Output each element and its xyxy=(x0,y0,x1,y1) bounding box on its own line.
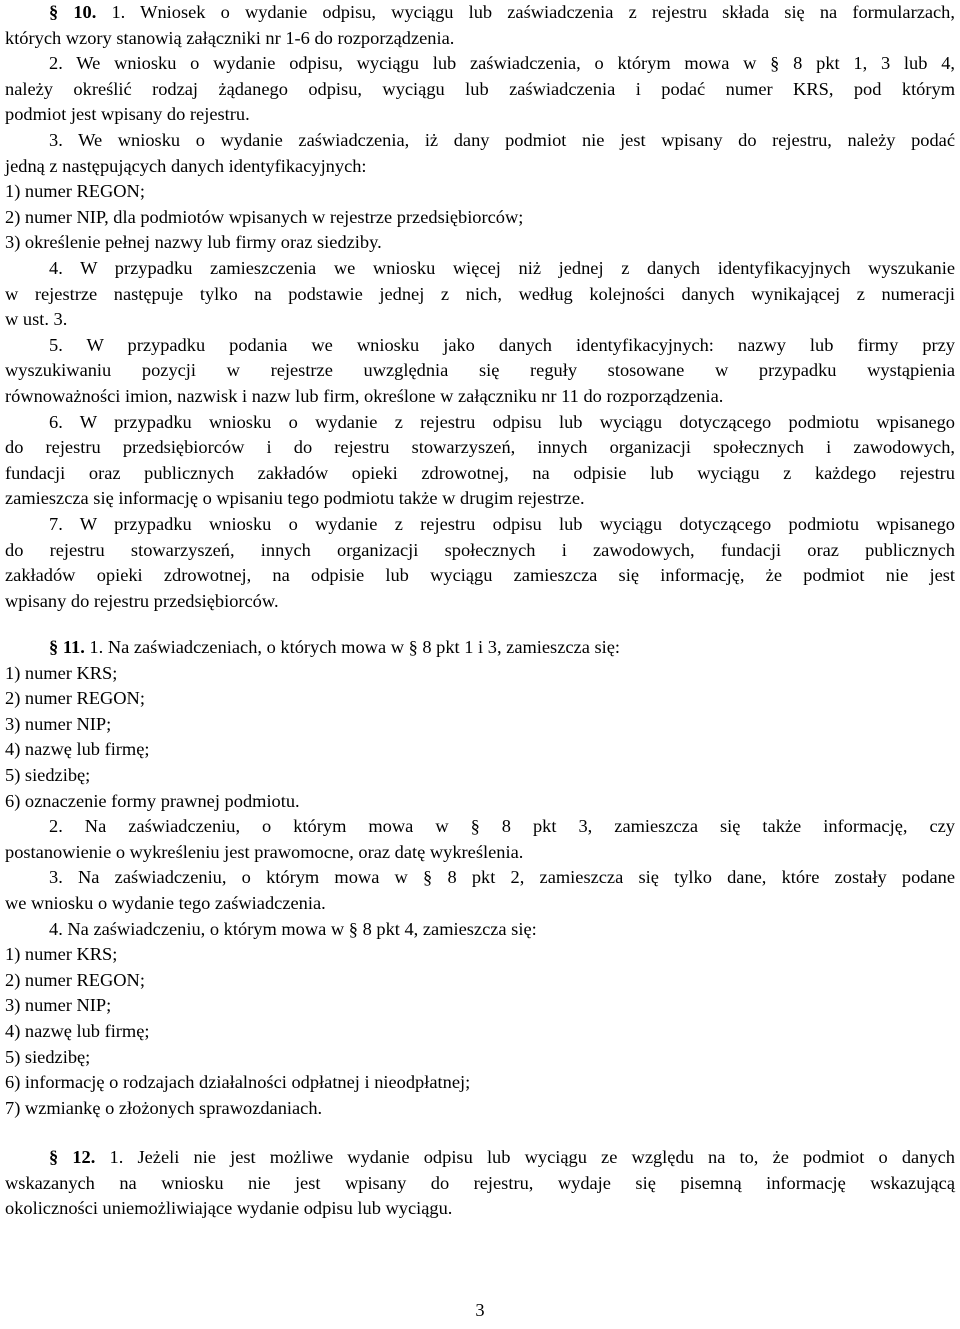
paragraph-text: równoważności imion, nazwisk i nazw lub firm, określone w załączniku nr 11 do rozporządzenia. xyxy=(5,386,724,406)
paragraph-text: zakładów opieki zdrowotnej, na odpisie lub wyciągu zamieszcza się informację, że podmiot nie jest xyxy=(5,565,955,586)
paragraph-label: 5. xyxy=(49,334,63,355)
list-item: 2) numer REGON; xyxy=(5,969,145,990)
list-item: 1) numer KRS; xyxy=(5,662,118,683)
list-item: 2) numer NIP, dla podmiotów wpisanych w rejestrze przedsiębiorców; xyxy=(5,206,524,227)
paragraph-text: fundacji oraz publicznych zakładów opieki zdrowotnej, na odpisie lub wyciągu z każdego rejestru xyxy=(5,462,955,483)
paragraph-label: 2. xyxy=(49,53,63,74)
list-item: 4) nazwę lub firmę; xyxy=(5,739,150,760)
paragraph-label: 4. xyxy=(49,258,63,278)
paragraph-text: postanowienie o wykreśleniu jest prawomocne, oraz datę wykreślenia. xyxy=(5,841,524,862)
paragraph-text: Na zaświadczeniach, o których mowa w § 8 pkt 1 i 3, zamieszcza się: xyxy=(107,637,621,657)
list-item: 6) oznaczenie formy prawnej podmiotu. xyxy=(5,790,300,811)
list-item: 3) numer NIP; xyxy=(5,713,112,734)
paragraph-text: Na zaświadczeniu, o którym mowa w § 8 pkt 2, zamieszcza się tylko dane, które zostały podane xyxy=(78,867,956,888)
paragraph-text: wpisany do rejestru przedsiębiorców. xyxy=(5,590,279,611)
paragraph-text: wyszukiwaniu pozycji w rejestrze uwzględnia się reguły stosowane w przypadku wystąpienia xyxy=(5,360,955,381)
list-item: 3) numer NIP; xyxy=(5,995,112,1016)
section-10-heading-line xyxy=(49,0,955,26)
paragraph-text: których wzory stanowią załączniki nr 1-6 do rozporządzenia. xyxy=(5,27,455,48)
paragraph-text: We wniosku o wydanie zaświadczenia, iż dany podmiot nie jest wpisany do rejestru, należy podać xyxy=(78,130,956,150)
section-11-heading-line xyxy=(49,635,955,661)
paragraph-label: 4. xyxy=(49,918,63,939)
paragraph-first-line xyxy=(49,128,955,154)
section-number: 10. xyxy=(73,2,97,22)
section-number: 11. xyxy=(62,637,85,657)
paragraph-text: Jeżeli nie jest możliwe wydanie odpisu lub wyciągu ze względu na to, że podmiot o danych xyxy=(137,1147,955,1167)
section-mark: § xyxy=(49,1147,59,1167)
paragraph-first-line xyxy=(49,814,955,840)
paragraph-text: W przypadku podania we wniosku jako danych identyfikacyjnych: nazwy lub firmy przy xyxy=(86,334,955,355)
paragraph-first-line xyxy=(49,410,955,436)
paragraph-label: 7. xyxy=(49,514,63,534)
paragraph-text: we wniosku o wydanie tego zaświadczenia. xyxy=(5,893,326,913)
section-mark: § xyxy=(49,637,59,657)
paragraph-text: podmiot jest wpisany do rejestru. xyxy=(5,104,250,125)
paragraph-text: należy określić rodzaj żądanego odpisu, wyciągu lub zaświadczenia i podać numer KRS, pod którym xyxy=(5,78,955,99)
list-item: 4) nazwę lub firmę; xyxy=(5,1021,150,1041)
paragraph-text: w ust. 3. xyxy=(5,309,68,330)
list-item: 5) siedzibę; xyxy=(5,765,91,785)
paragraph-label: 1. xyxy=(89,637,104,657)
paragraph-text: w rejestrze następuje tylko na podstawie jednej z nich, według kolejności danych wynikającej z numeracji xyxy=(5,283,955,304)
paragraph-text: jedną z następujących danych identyfikacyjnych: xyxy=(5,155,367,176)
section-mark: § xyxy=(49,2,59,22)
paragraph-text: W przypadku wniosku o wydanie z rejestru odpisu lub wyciągu dotyczącego podmiotu wpisanego xyxy=(79,514,956,534)
section-12-heading-line xyxy=(49,1145,955,1171)
page-number: 3 xyxy=(475,1300,485,1320)
paragraph-first-line xyxy=(49,256,955,282)
paragraph-text: Na zaświadczeniu, o którym mowa w § 8 pkt 4, zamieszcza się: xyxy=(67,918,537,939)
paragraph-label: 6. xyxy=(49,411,63,432)
paragraph-text: We wniosku o wydanie odpisu, wyciągu lub zaświadczenia, o którym mowa w § 8 pkt 1, 3 lub 4, xyxy=(76,53,955,74)
list-item: 6) informację o rodzajach działalności odpłatnej i nieodpłatnej; xyxy=(5,1072,471,1093)
paragraph-label: 1. xyxy=(111,2,126,22)
paragraph-text: W przypadku zamieszczenia we wniosku więcej niż jednej z danych identyfikacyjnych wyszukanie xyxy=(80,258,955,278)
paragraph-label: 1. xyxy=(109,1147,124,1167)
paragraph-text: wskazanych na wniosku nie jest wpisany do rejestru, wydaje się pisemną informację wskazującą xyxy=(5,1172,955,1193)
paragraph-text: do rejestru stowarzyszeń, innych organizacji społecznych i zawodowych, fundacji oraz publicznych xyxy=(5,539,955,560)
list-item: 7) wzmiankę o złożonych sprawozdaniach. xyxy=(5,1097,323,1118)
paragraph-first-line xyxy=(49,333,955,359)
paragraph-first-line xyxy=(49,512,955,538)
paragraph-first-line xyxy=(49,917,955,943)
list-item: 3) określenie pełnej nazwy lub firmy oraz siedziby. xyxy=(5,232,382,253)
paragraph-text: W przypadku wniosku o wydanie z rejestru odpisu lub wyciągu dotyczącego podmiotu wpisanego xyxy=(79,411,956,432)
section-number: 12. xyxy=(72,1147,96,1167)
paragraph-text: Na zaświadczeniu, o którym mowa w § 8 pkt 3, zamieszcza się także informację, czy xyxy=(84,816,955,837)
paragraph-first-line xyxy=(49,865,955,891)
paragraph-label: 3. xyxy=(49,130,63,150)
list-item: 2) numer REGON; xyxy=(5,688,145,709)
list-item: 5) siedzibę; xyxy=(5,1046,91,1067)
paragraph-text: okoliczności uniemożliwiające wydanie odpisu lub wyciągu. xyxy=(5,1198,453,1219)
list-item: 1) numer KRS; xyxy=(5,944,118,965)
paragraph-text: zamieszcza się informację o wpisaniu tego podmiotu także w drugim rejestrze. xyxy=(5,488,585,509)
paragraph-label: 3. xyxy=(49,867,63,888)
paragraph-label: 2. xyxy=(49,816,63,837)
paragraph-first-line xyxy=(49,51,955,77)
paragraph-text: do rejestru przedsiębiorców i do rejestru stowarzyszeń, innych organizacji społecznych i zawodowych, xyxy=(5,437,955,458)
list-item: 1) numer REGON; xyxy=(5,181,145,202)
paragraph-text: Wniosek o wydanie odpisu, wyciągu lub zaświadczenia z rejestru składa się na formularzach, xyxy=(140,2,955,22)
